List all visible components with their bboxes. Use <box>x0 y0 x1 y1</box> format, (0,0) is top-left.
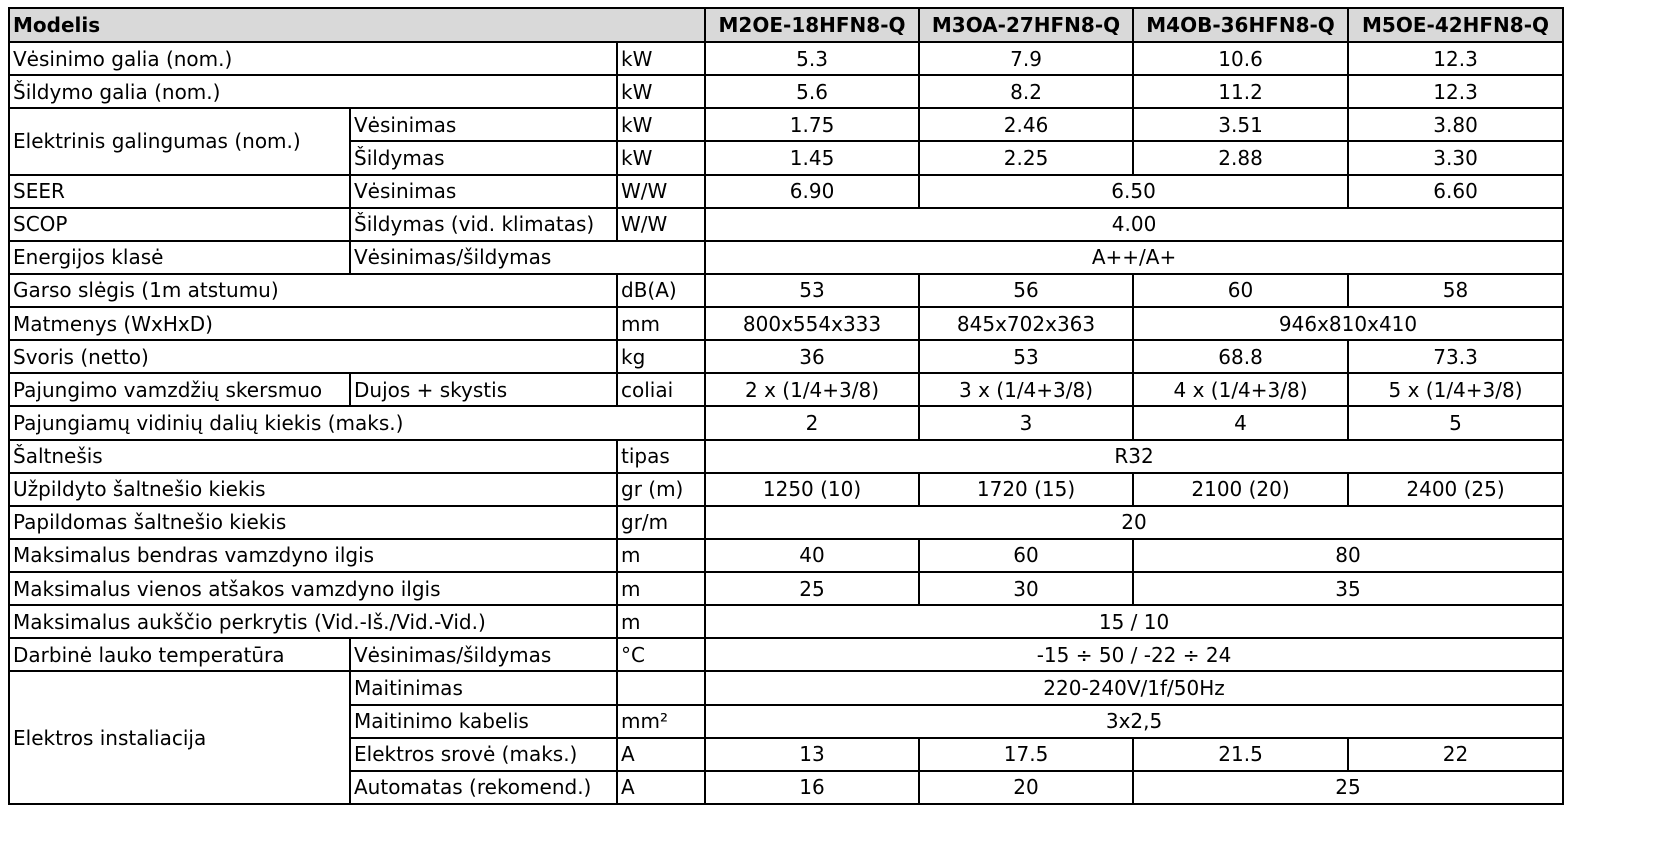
row-unit: kW <box>617 108 705 141</box>
row-value: 25 <box>1133 771 1563 804</box>
row-label: Maksimalus vienos atšakos vamzdyno ilgis <box>9 572 617 605</box>
model-name: M5OE-42HFN8-Q <box>1348 8 1563 42</box>
row-unit <box>617 671 705 704</box>
row-value: 2.25 <box>919 141 1133 174</box>
row-value: 73.3 <box>1348 340 1563 373</box>
table-row <box>9 638 1563 671</box>
row-sublabel: Vėsinimas/šildymas <box>350 241 705 274</box>
table-row <box>9 373 1563 406</box>
row-unit: °C <box>617 638 705 671</box>
row-value: 13 <box>705 738 919 771</box>
row-value: 1720 (15) <box>919 473 1133 506</box>
table-row <box>9 307 1563 340</box>
row-value: 4 x (1/4+3/8) <box>1133 373 1348 406</box>
row-label: Pajungiamų vidinių dalių kiekis (maks.) <box>9 406 705 439</box>
row-label: Papildomas šaltnešio kiekis <box>9 506 617 539</box>
row-value: 845x702x363 <box>919 307 1133 340</box>
row-value: 15 / 10 <box>705 605 1563 638</box>
row-sublabel: Vėsinimas <box>350 108 617 141</box>
row-value: 12.3 <box>1348 42 1563 75</box>
row-value: 2.46 <box>919 108 1133 141</box>
specifications-table <box>8 7 1564 805</box>
row-value: 946x810x410 <box>1133 307 1563 340</box>
row-unit: A <box>617 738 705 771</box>
row-unit: m <box>617 539 705 572</box>
row-value: 53 <box>919 340 1133 373</box>
row-sublabel: Automatas (rekomend.) <box>350 771 617 804</box>
row-value: A++/A+ <box>705 241 1563 274</box>
row-unit: kW <box>617 75 705 108</box>
row-value: 12.3 <box>1348 75 1563 108</box>
row-unit: m <box>617 572 705 605</box>
table-row <box>9 605 1563 638</box>
row-value: 68.8 <box>1133 340 1348 373</box>
row-value: -15 ÷ 50 / -22 ÷ 24 <box>705 638 1563 671</box>
row-value: 3 <box>919 406 1133 439</box>
row-value: 25 <box>705 572 919 605</box>
row-value: 10.6 <box>1133 42 1348 75</box>
table-row <box>9 671 1563 704</box>
row-unit: W/W <box>617 208 705 241</box>
table-row <box>9 506 1563 539</box>
row-label: Vėsinimo galia (nom.) <box>9 42 617 75</box>
row-value: 36 <box>705 340 919 373</box>
row-value: 5.6 <box>705 75 919 108</box>
table-row <box>9 274 1563 307</box>
row-unit: mm² <box>617 705 705 738</box>
row-label: Energijos klasė <box>9 241 350 274</box>
row-value: 20 <box>705 506 1563 539</box>
row-label: Elektros instaliacija <box>9 671 350 804</box>
row-sublabel: Elektros srovė (maks.) <box>350 738 617 771</box>
row-value: 220-240V/1f/50Hz <box>705 671 1563 704</box>
row-unit: dB(A) <box>617 274 705 307</box>
row-value: R32 <box>705 440 1563 473</box>
row-label: Darbinė lauko temperatūra <box>9 638 350 671</box>
row-value: 2400 (25) <box>1348 473 1563 506</box>
table-row <box>9 42 1563 75</box>
row-value: 2.88 <box>1133 141 1348 174</box>
row-label: Svoris (netto) <box>9 340 617 373</box>
row-label: Garso slėgis (1m atstumu) <box>9 274 617 307</box>
row-unit: kg <box>617 340 705 373</box>
row-label: Šaltnešis <box>9 440 617 473</box>
row-sublabel: Šildymas <box>350 141 617 174</box>
row-unit: kW <box>617 42 705 75</box>
table-row <box>9 406 1563 439</box>
row-sublabel: Šildymas (vid. klimatas) <box>350 208 617 241</box>
row-value: 53 <box>705 274 919 307</box>
row-value: 5.3 <box>705 42 919 75</box>
table-row <box>9 572 1563 605</box>
row-value: 6.90 <box>705 175 919 208</box>
table-row <box>9 473 1563 506</box>
row-label: Pajungimo vamzdžių skersmuo <box>9 373 350 406</box>
table-row <box>9 208 1563 241</box>
row-value: 17.5 <box>919 738 1133 771</box>
row-unit: coliai <box>617 373 705 406</box>
row-value: 40 <box>705 539 919 572</box>
row-sublabel: Maitinimo kabelis <box>350 705 617 738</box>
row-unit: gr/m <box>617 506 705 539</box>
row-label: Užpildyto šaltnešio kiekis <box>9 473 617 506</box>
model-name: M3OA-27HFN8-Q <box>919 8 1133 42</box>
row-value: 7.9 <box>919 42 1133 75</box>
row-value: 8.2 <box>919 75 1133 108</box>
row-value: 56 <box>919 274 1133 307</box>
row-value: 60 <box>1133 274 1348 307</box>
row-unit: m <box>617 605 705 638</box>
row-value: 35 <box>1133 572 1563 605</box>
row-value: 1250 (10) <box>705 473 919 506</box>
model-name: M4OB-36HFN8-Q <box>1133 8 1348 42</box>
table-row <box>9 75 1563 108</box>
row-label: Maksimalus aukščio perkrytis (Vid.-Iš./Vid.-Vid.) <box>9 605 617 638</box>
row-value: 1.75 <box>705 108 919 141</box>
model-name: M2OE-18HFN8-Q <box>705 8 919 42</box>
row-value: 3.80 <box>1348 108 1563 141</box>
row-value: 22 <box>1348 738 1563 771</box>
table-row <box>9 440 1563 473</box>
row-value: 3 x (1/4+3/8) <box>919 373 1133 406</box>
row-sublabel: Vėsinimas <box>350 175 617 208</box>
header-row <box>9 8 1563 42</box>
table-row <box>9 108 1563 141</box>
row-value: 3x2,5 <box>705 705 1563 738</box>
model-header-label: Modelis <box>9 8 705 42</box>
row-value: 5 <box>1348 406 1563 439</box>
row-label: Maksimalus bendras vamzdyno ilgis <box>9 539 617 572</box>
row-unit: gr (m) <box>617 473 705 506</box>
table-row <box>9 539 1563 572</box>
row-value: 58 <box>1348 274 1563 307</box>
row-unit: kW <box>617 141 705 174</box>
row-unit: tipas <box>617 440 705 473</box>
row-value: 6.50 <box>919 175 1348 208</box>
row-label: SEER <box>9 175 350 208</box>
row-value: 2 <box>705 406 919 439</box>
row-value: 1.45 <box>705 141 919 174</box>
row-value: 20 <box>919 771 1133 804</box>
row-value: 80 <box>1133 539 1563 572</box>
row-value: 11.2 <box>1133 75 1348 108</box>
row-value: 21.5 <box>1133 738 1348 771</box>
row-sublabel: Dujos + skystis <box>350 373 617 406</box>
row-value: 60 <box>919 539 1133 572</box>
table-row <box>9 175 1563 208</box>
row-value: 30 <box>919 572 1133 605</box>
row-value: 4.00 <box>705 208 1563 241</box>
table-row <box>9 241 1563 274</box>
row-sublabel: Vėsinimas/šildymas <box>350 638 617 671</box>
row-unit: A <box>617 771 705 804</box>
row-sublabel: Maitinimas <box>350 671 617 704</box>
table-row <box>9 340 1563 373</box>
row-value: 3.51 <box>1133 108 1348 141</box>
row-value: 800x554x333 <box>705 307 919 340</box>
row-value: 16 <box>705 771 919 804</box>
row-value: 5 x (1/4+3/8) <box>1348 373 1563 406</box>
row-label: SCOP <box>9 208 350 241</box>
row-unit: W/W <box>617 175 705 208</box>
row-value: 6.60 <box>1348 175 1563 208</box>
row-unit: mm <box>617 307 705 340</box>
row-label: Elektrinis galingumas (nom.) <box>9 108 350 174</box>
row-label: Matmenys (WxHxD) <box>9 307 617 340</box>
row-label: Šildymo galia (nom.) <box>9 75 617 108</box>
row-value: 2 x (1/4+3/8) <box>705 373 919 406</box>
row-value: 3.30 <box>1348 141 1563 174</box>
row-value: 2100 (20) <box>1133 473 1348 506</box>
row-value: 4 <box>1133 406 1348 439</box>
